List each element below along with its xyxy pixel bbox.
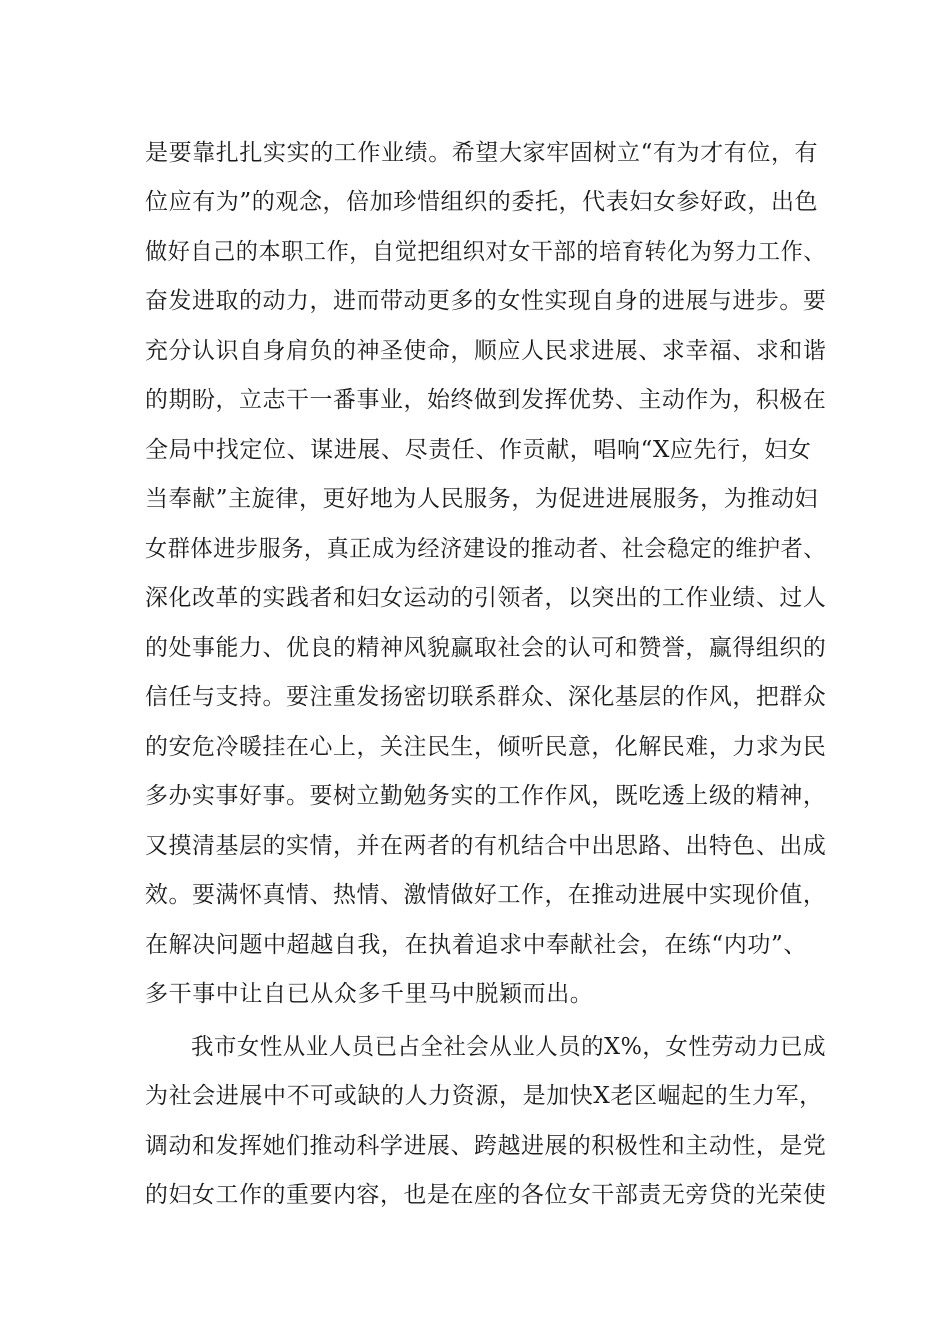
text-line: 的期盼，立志干一番事业，始终做到发挥优势、主动作为，积极在 (145, 387, 827, 413)
text-line: 充分认识自身肩负的神圣使命，顺应人民求进展、求幸福、求和谐 (145, 338, 827, 364)
text-line: 的妇女工作的重要内容，也是在座的各位女干部责无旁贷的光荣使 (145, 1182, 827, 1208)
text-line: 效。要满怀真情、热情、激情做好工作，在推动进展中实现价值， (145, 882, 827, 908)
text-line: 我市女性从业人员已占全社会从业人员的X%，女性劳动力已成 (191, 1034, 827, 1060)
text-line: 又摸清基层的实情，并在两者的有机结合中出思路、出特色、出成 (145, 833, 827, 859)
text-line: 多干事中让自已从众多千里马中脱颖而出。 (145, 981, 594, 1007)
text-line: 是要靠扎扎实实的工作业绩。希望大家牢固树立“有为才有位，有 (145, 140, 819, 166)
text-line: 在解决问题中超越自我，在执着追求中奉献社会，在练“内功”、 (145, 932, 807, 958)
text-line: 信任与支持。要注重发扬密切联系群众、深化基层的作风，把群众 (145, 684, 827, 710)
text-line: 多办实事好事。要树立勤勉务实的工作作风，既吃透上级的精神， (145, 783, 827, 809)
text-line: 的处事能力、优良的精神风貌赢取社会的认可和赞誉，赢得组织的 (145, 635, 827, 661)
text-line: 的安危冷暖挂在心上，关注民生，倾听民意，化解民难，力求为民 (145, 734, 827, 760)
text-line: 当奉献”主旋律，更好地为人民服务，为促进进展服务，为推动妇 (145, 486, 819, 512)
text-line: 深化改革的实践者和妇女运动的引领者，以突出的工作业绩、过人 (145, 585, 827, 611)
text-line: 女群体进步服务，真正成为经济建设的推动者、社会稳定的维护者、 (145, 536, 826, 562)
text-line: 位应有为”的观念，倍加珍惜组织的委托，代表妇女参好政，出色 (145, 189, 819, 215)
text-line: 奋发进取的动力，进而带动更多的女性实现自身的进展与进步。要 (145, 288, 827, 314)
text-line: 全局中找定位、谋进展、尽责任、作贡献，唱响“X应先行，妇女 (145, 437, 812, 463)
text-line: 调动和发挥她们推动科学进展、跨越进展的积极性和主动性，是党 (145, 1133, 827, 1159)
text-line: 为社会进展中不可或缺的人力资源，是加快X老区崛起的生力军， (145, 1083, 823, 1109)
text-line: 做好自己的本职工作，自觉把组织对女干部的培育转化为努力工作、 (145, 239, 826, 265)
